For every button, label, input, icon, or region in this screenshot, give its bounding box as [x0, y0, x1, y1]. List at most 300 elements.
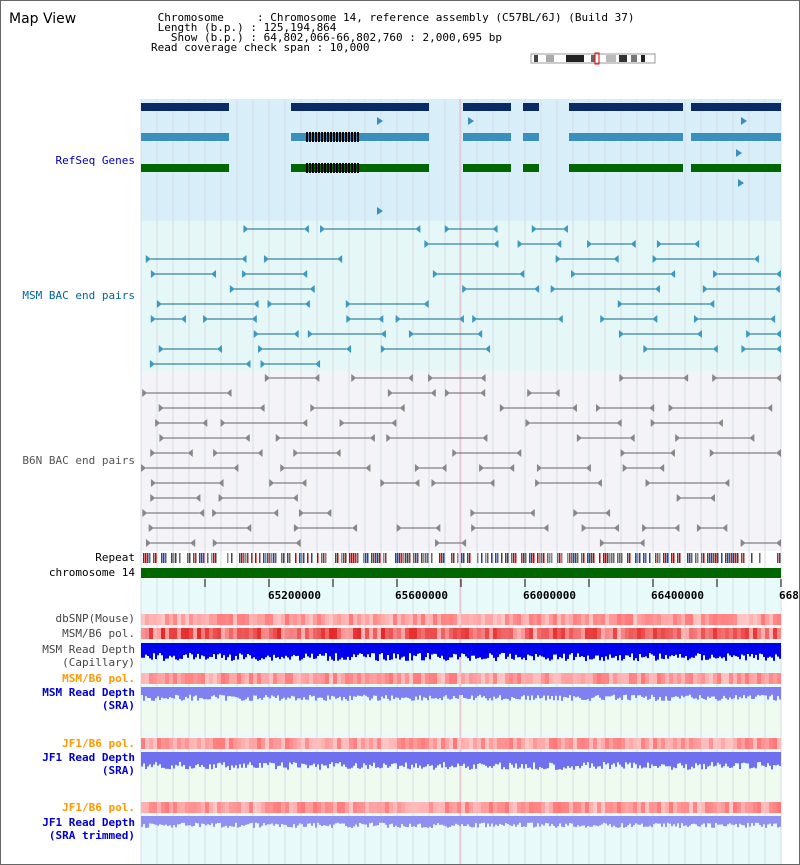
depth-bar — [745, 752, 747, 763]
depth-bar — [653, 643, 655, 656]
depth-bar — [487, 816, 489, 823]
depth-bar — [467, 752, 469, 767]
heat-cell — [489, 673, 493, 684]
exon-mark — [351, 163, 353, 173]
repeat-mark — [421, 553, 423, 563]
depth-bar — [523, 752, 525, 769]
repeat-mark — [657, 553, 659, 563]
depth-bar — [513, 816, 515, 824]
depth-bar — [207, 816, 209, 824]
heat-cell — [389, 673, 393, 684]
depth-bar — [745, 643, 747, 660]
heat-cell — [649, 673, 653, 684]
depth-bar — [617, 643, 619, 660]
exon-mark — [306, 132, 308, 142]
repeat-mark — [457, 553, 459, 563]
heat-cell — [681, 673, 685, 684]
depth-bar — [335, 752, 337, 763]
track-canvas[interactable] — [1, 1, 800, 865]
heat-cell — [185, 802, 189, 813]
depth-bar — [433, 752, 435, 770]
depth-bar — [173, 643, 175, 656]
heat-cell — [529, 802, 533, 813]
depth-bar — [467, 643, 469, 658]
depth-bar — [425, 816, 427, 827]
heat-cell — [605, 802, 609, 813]
depth-bar — [687, 752, 689, 770]
depth-bar — [757, 752, 759, 762]
depth-bar — [149, 643, 151, 658]
heat-cell — [581, 614, 585, 625]
depth-bar — [371, 643, 373, 653]
heat-cell — [221, 738, 225, 749]
heat-cell — [449, 738, 453, 749]
heat-cell — [429, 628, 433, 639]
depth-bar — [615, 687, 617, 700]
heat-cell — [233, 614, 237, 625]
depth-bar — [587, 752, 589, 762]
heat-cell — [345, 628, 349, 639]
depth-bar — [633, 752, 635, 763]
heat-cell — [597, 738, 601, 749]
depth-bar — [267, 687, 269, 697]
heat-cell — [489, 628, 493, 639]
heat-cell — [261, 802, 265, 813]
depth-bar — [365, 643, 367, 657]
depth-bar — [653, 687, 655, 697]
depth-bar — [593, 643, 595, 658]
heat-cell — [705, 628, 709, 639]
heat-cell — [353, 673, 357, 684]
track-label-jf1-depth-trim[interactable]: JF1 Read Depth — [42, 816, 135, 829]
ideogram-band — [631, 55, 637, 62]
gene-block — [523, 103, 539, 111]
heat-cell — [757, 614, 761, 625]
depth-bar — [349, 752, 351, 769]
depth-bar — [643, 816, 645, 827]
depth-bar — [569, 687, 571, 695]
depth-bar — [761, 687, 763, 695]
depth-bar — [757, 687, 759, 695]
heat-cell — [141, 738, 145, 749]
depth-bar — [541, 643, 543, 656]
repeat-mark — [557, 553, 559, 563]
heat-cell — [601, 628, 605, 639]
repeat-mark — [715, 553, 717, 563]
heat-cell — [557, 738, 561, 749]
depth-bar — [585, 687, 587, 700]
heat-cell — [641, 802, 645, 813]
depth-bar — [235, 752, 237, 765]
repeat-mark — [149, 553, 151, 563]
heat-cell — [585, 614, 589, 625]
depth-bar — [713, 816, 715, 828]
depth-bar — [705, 816, 707, 827]
depth-bar — [629, 816, 631, 824]
depth-bar — [721, 752, 723, 768]
depth-bar — [261, 816, 263, 826]
depth-bar — [549, 687, 551, 699]
repeat-mark — [351, 553, 353, 563]
depth-bar — [309, 752, 311, 765]
heat-cell — [605, 614, 609, 625]
heat-cell — [409, 802, 413, 813]
repeat-mark — [729, 553, 731, 563]
repeat-mark — [397, 553, 399, 563]
depth-bar — [623, 816, 625, 828]
depth-bar — [289, 816, 291, 827]
depth-bar — [567, 752, 569, 766]
exon-mark — [342, 132, 344, 142]
heat-cell — [353, 614, 357, 625]
track-label-jf1-pol[interactable]: JF1/B6 pol. — [62, 737, 135, 750]
depth-bar — [247, 643, 249, 654]
heat-cell — [241, 802, 245, 813]
heat-cell — [577, 738, 581, 749]
depth-bar — [235, 687, 237, 697]
depth-bar — [321, 643, 323, 656]
depth-bar — [495, 752, 497, 764]
heat-cell — [221, 673, 225, 684]
repeat-mark — [405, 553, 407, 563]
depth-bar — [183, 687, 185, 700]
depth-bar — [421, 752, 423, 769]
depth-bar — [327, 816, 329, 826]
heat-cell — [461, 614, 465, 625]
track-label-jf1-depth-sra-sub: (SRA) — [101, 764, 135, 777]
depth-bar — [653, 816, 655, 824]
depth-bar — [293, 687, 295, 697]
heat-cell — [597, 614, 601, 625]
depth-bar — [509, 687, 511, 701]
repeat-mark — [363, 553, 365, 563]
depth-bar — [529, 643, 531, 656]
depth-bar — [421, 816, 423, 828]
heat-cell — [677, 738, 681, 749]
heat-cell — [709, 614, 713, 625]
depth-bar — [743, 643, 745, 656]
heat-cell — [617, 628, 621, 639]
heat-cell — [229, 614, 233, 625]
heat-cell — [705, 802, 709, 813]
heat-cell — [669, 628, 673, 639]
depth-bar — [259, 643, 261, 660]
depth-bar — [207, 752, 209, 769]
depth-bar — [295, 643, 297, 656]
depth-bar — [513, 752, 515, 768]
repeat-mark — [777, 553, 779, 563]
heat-cell — [349, 628, 353, 639]
depth-bar — [331, 687, 333, 696]
depth-bar — [573, 816, 575, 827]
depth-bar — [583, 687, 585, 700]
depth-bar — [487, 643, 489, 658]
depth-bar — [603, 816, 605, 823]
heat-cell — [581, 738, 585, 749]
track-label-repeat[interactable]: Repeat — [95, 551, 135, 564]
heat-cell — [233, 628, 237, 639]
heat-cell — [541, 802, 545, 813]
heat-cell — [425, 614, 429, 625]
depth-bar — [479, 816, 481, 824]
depth-bar — [667, 752, 669, 766]
depth-bar — [243, 687, 245, 700]
repeat-mark — [487, 553, 489, 563]
heat-cell — [541, 614, 545, 625]
depth-bar — [615, 643, 617, 656]
heat-cell — [213, 628, 217, 639]
heat-cell — [529, 628, 533, 639]
heat-cell — [537, 673, 541, 684]
track-label-refseq[interactable]: RefSeq Genes — [55, 154, 135, 167]
depth-bar — [249, 752, 251, 762]
heat-cell — [385, 614, 389, 625]
heat-cell — [341, 738, 345, 749]
heat-cell — [709, 628, 713, 639]
repeat-mark — [367, 553, 369, 563]
heat-cell — [709, 802, 713, 813]
track-label-msm-pol-2[interactable]: MSM/B6 pol. — [62, 672, 135, 685]
depth-bar — [555, 816, 557, 828]
depth-bar — [403, 752, 405, 767]
repeat-mark — [355, 553, 357, 563]
depth-bar — [737, 643, 739, 657]
depth-bar — [721, 816, 723, 824]
depth-bar — [389, 816, 391, 824]
depth-bar — [231, 643, 233, 661]
depth-bar — [771, 643, 773, 658]
track-label-msm-depth-sra[interactable]: MSM Read Depth — [42, 686, 135, 699]
depth-bar — [765, 752, 767, 767]
depth-bar — [301, 687, 303, 700]
depth-bar — [563, 643, 565, 654]
depth-bar — [591, 643, 593, 659]
depth-bar — [415, 752, 417, 763]
depth-bar — [365, 816, 367, 825]
heat-cell — [305, 614, 309, 625]
heat-cell — [649, 738, 653, 749]
depth-bar — [455, 687, 457, 698]
repeat-mark — [695, 553, 697, 563]
depth-bar — [751, 816, 753, 823]
heat-cell — [765, 673, 769, 684]
exon-mark — [357, 163, 359, 173]
depth-bar — [229, 816, 231, 826]
heat-cell — [633, 614, 637, 625]
depth-bar — [481, 752, 483, 764]
depth-bar — [215, 687, 217, 697]
repeat-mark — [377, 553, 379, 563]
depth-bar — [469, 643, 471, 661]
depth-bar — [549, 643, 551, 661]
depth-bar — [579, 816, 581, 827]
depth-bar — [753, 816, 755, 826]
depth-bar — [143, 687, 145, 701]
depth-bar — [503, 643, 505, 653]
heat-cell — [717, 628, 721, 639]
track-label-msm-depth-cap[interactable]: MSM Read Depth — [42, 643, 135, 656]
heat-cell — [677, 628, 681, 639]
heat-cell — [201, 628, 205, 639]
exon-mark — [336, 132, 338, 142]
track-label-chromosome[interactable]: chromosome 14 — [48, 566, 135, 579]
heat-cell — [389, 802, 393, 813]
heat-cell — [349, 738, 353, 749]
heat-cell — [225, 738, 229, 749]
depth-bar — [383, 643, 385, 659]
repeat-mark — [573, 553, 575, 563]
depth-bar — [293, 643, 295, 655]
heat-cell — [249, 738, 253, 749]
heat-cell — [517, 673, 521, 684]
heat-cell — [501, 738, 505, 749]
heat-cell — [585, 673, 589, 684]
depth-bar — [241, 752, 243, 768]
depth-bar — [609, 687, 611, 697]
depth-bar — [171, 816, 173, 828]
heat-cell — [261, 614, 265, 625]
depth-bar — [499, 643, 501, 654]
depth-bar — [557, 816, 559, 826]
depth-bar — [413, 752, 415, 767]
heat-cell — [153, 802, 157, 813]
depth-bar — [759, 643, 761, 654]
heat-cell — [609, 802, 613, 813]
depth-bar — [645, 687, 647, 696]
track-label-jf1-depth-sra[interactable]: JF1 Read Depth — [42, 751, 135, 764]
heat-cell — [325, 673, 329, 684]
heat-cell — [453, 802, 457, 813]
track-label-msm-pol[interactable]: MSM/B6 pol. — [62, 627, 135, 640]
heat-cell — [485, 628, 489, 639]
depth-bar — [461, 687, 463, 695]
depth-bar — [447, 687, 449, 699]
heat-cell — [637, 802, 641, 813]
depth-bar — [697, 687, 699, 700]
depth-bar — [163, 816, 165, 825]
heat-cell — [689, 802, 693, 813]
heat-cell — [257, 628, 261, 639]
depth-bar — [165, 643, 167, 659]
heat-cell — [433, 802, 437, 813]
heat-cell — [469, 628, 473, 639]
depth-bar — [209, 687, 211, 699]
repeat-mark — [599, 553, 601, 563]
depth-bar — [297, 643, 299, 656]
depth-bar — [565, 752, 567, 768]
depth-bar — [211, 687, 213, 696]
heat-cell — [629, 614, 633, 625]
track-label-msm-bac[interactable]: MSM BAC end pairs — [22, 289, 135, 302]
depth-bar — [675, 752, 677, 768]
depth-bar — [355, 752, 357, 763]
depth-bar — [353, 643, 355, 654]
heat-cell — [277, 673, 281, 684]
depth-bar — [605, 643, 607, 656]
heat-cell — [661, 614, 665, 625]
depth-bar — [261, 643, 263, 658]
depth-bar — [459, 752, 461, 766]
heat-cell — [645, 614, 649, 625]
heat-cell — [353, 628, 357, 639]
depth-bar — [387, 752, 389, 768]
depth-bar — [275, 752, 277, 769]
depth-bar — [693, 687, 695, 699]
heat-cell — [289, 802, 293, 813]
heat-cell — [229, 673, 233, 684]
depth-bar — [369, 643, 371, 657]
depth-bar — [401, 643, 403, 657]
heat-cell — [693, 673, 697, 684]
depth-bar — [313, 816, 315, 823]
repeat-mark — [227, 553, 229, 563]
depth-bar — [655, 687, 657, 701]
heat-cell — [409, 628, 413, 639]
depth-bar — [213, 687, 215, 695]
depth-bar — [443, 816, 445, 826]
heat-cell — [369, 614, 373, 625]
track-label-dbsnp[interactable]: dbSNP(Mouse) — [55, 612, 135, 625]
exon-mark — [354, 163, 356, 173]
heat-cell — [749, 628, 753, 639]
track-label-b6n-bac[interactable]: B6N BAC end pairs — [22, 454, 135, 467]
repeat-mark — [373, 553, 375, 563]
heat-cell — [253, 614, 257, 625]
depth-bar — [287, 687, 289, 698]
depth-bar — [695, 643, 697, 656]
depth-bar — [323, 752, 325, 766]
chromosome-info: Chromosome : Chromosome 14, reference assembly (C57BL/6J) (Build 37) — [151, 11, 635, 24]
heat-cell — [545, 802, 549, 813]
heat-cell — [537, 738, 541, 749]
depth-bar — [141, 816, 143, 827]
repeat-mark — [589, 553, 591, 563]
depth-bar — [537, 687, 539, 695]
depth-bar — [761, 752, 763, 765]
track-label-jf1-pol-2[interactable]: JF1/B6 pol. — [62, 801, 135, 814]
depth-bar — [409, 643, 411, 653]
depth-bar — [297, 752, 299, 767]
depth-bar — [219, 687, 221, 695]
repeat-mark — [343, 553, 345, 563]
heat-cell — [525, 614, 529, 625]
heat-cell — [501, 614, 505, 625]
depth-bar — [247, 687, 249, 697]
depth-bar — [689, 816, 691, 825]
depth-bar — [351, 687, 353, 700]
depth-bar — [747, 752, 749, 763]
depth-bar — [433, 687, 435, 699]
depth-bar — [205, 687, 207, 699]
depth-bar — [515, 752, 517, 764]
heat-cell — [281, 628, 285, 639]
depth-bar — [511, 643, 513, 659]
depth-bar — [529, 816, 531, 823]
heat-cell — [405, 673, 409, 684]
repeat-mark — [743, 553, 745, 563]
heat-cell — [177, 628, 181, 639]
depth-bar — [361, 816, 363, 824]
repeat-mark — [385, 553, 387, 563]
repeat-mark — [451, 553, 453, 563]
depth-bar — [187, 816, 189, 825]
depth-bar — [367, 816, 369, 827]
heat-cell — [197, 738, 201, 749]
heat-cell — [645, 802, 649, 813]
heat-cell — [197, 628, 201, 639]
depth-bar — [561, 816, 563, 827]
heat-cell — [513, 673, 517, 684]
